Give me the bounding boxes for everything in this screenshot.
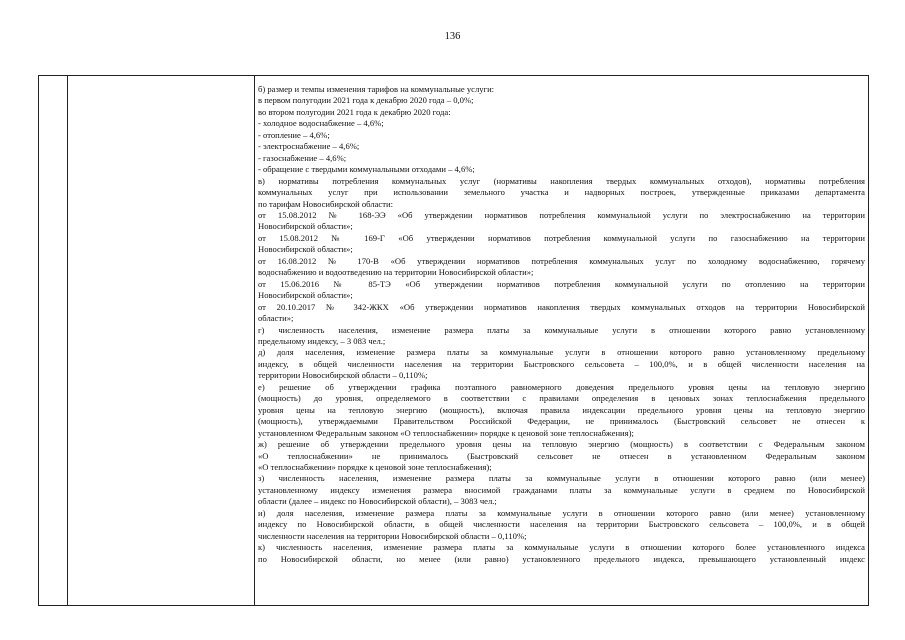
column-divider bbox=[67, 76, 68, 605]
text-line: области (далее – индекс по Новосибирской области), – 3083 чел.; bbox=[258, 496, 497, 507]
text-line: (мощность), утверждаемыми Правительством Российской Федерации, не принималось (Быстровский сельсовет не отнесен к bbox=[258, 416, 865, 427]
text-line: и) доля населения, изменение размера платы за коммунальные услуги в отношении которого равно (или менее) установленному bbox=[258, 507, 865, 518]
text-line: от 16.08.2012 № 170-В «Об утверждении нормативов потребления коммунальных услуг по холодному водоснабжению, горячему bbox=[258, 255, 865, 266]
text-line: по тарифам Новосибирской области: bbox=[258, 198, 393, 209]
text-line: ж) решение об утверждении предельного уровня цены на тепловую энергию (мощность) в соответствии с Федеральным законом bbox=[258, 439, 865, 450]
text-line: предельному индексу, – 3 083 чел.; bbox=[258, 335, 386, 346]
text-line: водоснабжению и водоотведению на территории Новосибирской области»; bbox=[258, 267, 534, 278]
table-cell-text bbox=[258, 84, 865, 565]
text-line: от 15.08.2012 № 169-Г «Об утверждении нормативов потребления коммунальной услуги по газоснабжению на территории bbox=[258, 232, 865, 243]
text-line: - газоснабжение – 4,6%; bbox=[258, 152, 347, 163]
text-line: - холодное водоснабжение – 4,6%; bbox=[258, 118, 384, 129]
text-line: в первом полугодии 2021 года к декабрю 2020 года – 0,0%; bbox=[258, 95, 474, 106]
text-line: области»; bbox=[258, 313, 294, 324]
text-line: (мощность) до уровня, определяемого в соответствии с правилами определения в ценовых зонах теплоснабжения предельного bbox=[258, 393, 865, 404]
text-line: по Новосибирской области, но менее (или равно) установленного предельного индекса, превышающего установленный индекс bbox=[258, 553, 865, 564]
text-line: «О теплоснабжении» не принималось (Быстровский сельсовет не отнесен в установленном Федеральным законом bbox=[258, 450, 865, 461]
text-line: «О теплоснабжении» порядке к ценовой зоне теплоснабжения); bbox=[258, 461, 492, 472]
text-line: установленном Федеральным законом «О теплоснабжении» порядке к ценовой зоне теплоснабжения); bbox=[258, 427, 634, 438]
document-table bbox=[38, 75, 869, 606]
text-line: от 20.10.2017 № 342-ЖКХ «Об утверждении нормативов накопления твердых коммунальных отходов на территории Новосибирской bbox=[258, 301, 865, 312]
text-line: в) нормативы потребления коммунальных услуг (нормативы накопления твердых коммунальных отходов), нормативы потребления bbox=[258, 175, 865, 186]
text-line: - отопление – 4,6%; bbox=[258, 129, 330, 140]
text-line: е) решение об утверждении графика поэтапного равномерного доведения предельного уровня цены на тепловую энергию bbox=[258, 381, 865, 392]
text-line: индексу, в общей численности населения на территории Быстровского сельсовета – 100,0%, и в общей численности населения на bbox=[258, 358, 865, 369]
column-divider bbox=[254, 76, 255, 605]
text-line: д) доля населения, изменение размера платы за коммунальные услуги в отношении которого равно установленному предельному bbox=[258, 347, 865, 358]
text-line: Новосибирской области»; bbox=[258, 290, 353, 301]
text-line: коммунальных услуг при использовании земельного участка и надворных построек, утвержденные приказами департамента bbox=[258, 187, 865, 198]
text-line: - обращение с твердыми коммунальными отходами – 4,6%; bbox=[258, 164, 475, 175]
text-line: Новосибирской области»; bbox=[258, 244, 353, 255]
text-line: б) размер и темпы изменения тарифов на коммунальные услуги: bbox=[258, 84, 495, 94]
page-number: 136 bbox=[444, 31, 461, 42]
text-line: г) численность населения, изменение размера платы за коммунальные услуги в отношении которого равно установленному bbox=[258, 324, 865, 335]
text-line: уровня цены на тепловую энергию (мощность), включая правила индексации предельного уровня цены на тепловую энергию bbox=[258, 404, 865, 415]
text-line: территории Новосибирской области – 0,110%; bbox=[258, 370, 428, 381]
text-line: з) численность населения, изменение размера платы за коммунальные услуги в отношении которого равно (или менее) bbox=[258, 473, 865, 484]
text-line: установленному индексу изменения размера вносимой гражданами платы за коммунальные услуги в среднем по Новосибирской bbox=[258, 484, 865, 495]
text-line: от 15.08.2012 № 168-ЭЭ «Об утверждении нормативов потребления коммунальной услуги по электроснабжению на территории bbox=[258, 209, 865, 220]
text-line: индексу по Новосибирской области, в общей численности населения на территории Быстровского сельсовета – 100,0%, и в общей bbox=[258, 519, 865, 530]
text-line: во втором полугодии 2021 года к декабрю 2020 года: bbox=[258, 106, 451, 117]
text-line: от 15.06.2016 № 85-ТЭ «Об утверждении нормативов потребления коммунальной услуги по отоплению на территории bbox=[258, 278, 865, 289]
text-line: к) численность населения, изменение размера платы за коммунальные услуги в отношении которого более установленного индекса bbox=[258, 542, 865, 553]
text-line: Новосибирской области»; bbox=[258, 221, 353, 232]
text-line: численности населения на территории Новосибирской области – 0,110%; bbox=[258, 530, 527, 541]
text-line: - электроснабжение – 4,6%; bbox=[258, 141, 360, 152]
